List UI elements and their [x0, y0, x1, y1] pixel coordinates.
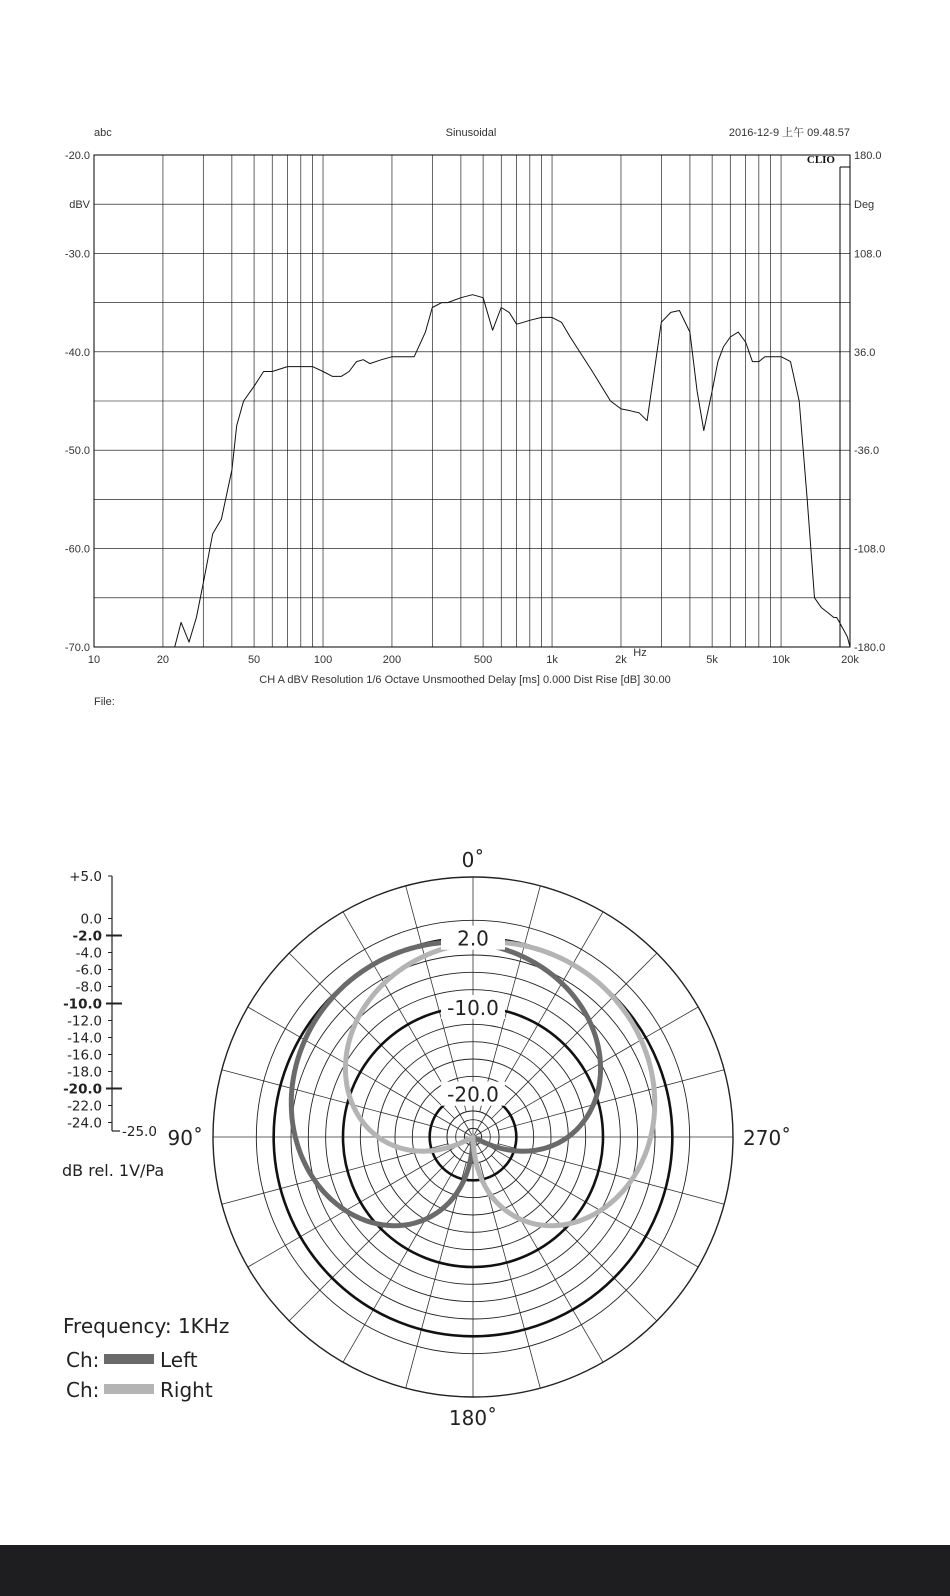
fr-x-tick-label: 10 — [87, 654, 101, 666]
fr-header-left: abc — [94, 127, 112, 139]
polar-ring-label: 2.0 — [457, 926, 489, 951]
fr-y2-tick-label: Deg — [854, 199, 875, 212]
polar-scale-label: -24.0 — [67, 1115, 102, 1132]
fr-y-tick-label: -40.0 — [64, 346, 90, 359]
polar-scale-label: -22.0 — [67, 1098, 102, 1115]
legend-left-prefix: Ch: — [66, 1348, 100, 1372]
fr-x-tick-label: 20k — [841, 654, 859, 666]
fr-series — [175, 295, 850, 647]
polar-scale-label: -18.0 — [67, 1064, 102, 1081]
legend-right — [66, 1378, 213, 1402]
frequency-response-chart — [0, 110, 950, 710]
clio-logo: CLIO — [806, 154, 835, 166]
fr-timestamp: 2016-12-9 上午 09.48.57 — [728, 127, 850, 139]
polar-scale-label: -20.0 — [63, 1081, 102, 1098]
fr-y2-tick-label: 180.0 — [854, 150, 882, 162]
polar-scale-label: +5.0 — [69, 869, 102, 885]
fr-y-tick-label: -30.0 — [64, 248, 90, 261]
fr-x-tick-label: 1k — [546, 654, 558, 666]
fr-y-tick-label: -70.0 — [64, 642, 90, 654]
legend-left-label: Left — [160, 1348, 198, 1372]
polar-angle-label: 180˚ — [448, 1406, 498, 1430]
legend-left-swatch — [104, 1354, 154, 1364]
footer-bar — [0, 1545, 950, 1596]
fr-x-tick-label: 10k — [772, 654, 790, 666]
fr-x-tick-label: 50 — [247, 654, 261, 666]
fr-series-line — [175, 295, 850, 647]
polar-scale-label: -16.0 — [67, 1047, 102, 1064]
polar-scale-label: -2.0 — [72, 928, 102, 945]
fr-y-tick-label: dBV — [69, 199, 90, 212]
frequency-label: Frequency: 1KHz — [63, 1314, 230, 1338]
polar-scale-unit: dB rel. 1V/Pa — [62, 1161, 165, 1180]
fr-file-label: File: — [94, 696, 115, 708]
fr-y2-tick-label: -180.0 — [854, 642, 886, 654]
fr-y2-tick-label: -108.0 — [854, 543, 886, 556]
polar-scale-label: -10.0 — [63, 996, 102, 1013]
fr-x-unit: Hz — [633, 647, 647, 659]
polar-scale-label: -4.0 — [75, 945, 102, 962]
fr-y-tick-label: -50.0 — [64, 445, 90, 458]
polar-ring-label: -10.0 — [447, 996, 499, 1020]
polar-angle-label: 90˚ — [167, 1126, 203, 1150]
fr-y2-tick-label: 108.0 — [854, 248, 882, 261]
legend-right-label: Right — [160, 1378, 213, 1402]
fr-y2-tick-label: 36.0 — [854, 346, 876, 359]
polar-scale-label: -14.0 — [67, 1030, 102, 1047]
legend-right-prefix: Ch: — [66, 1378, 100, 1402]
fr-x-tick-label: 5k — [706, 654, 718, 666]
fr-x-tick-label: 100 — [313, 654, 333, 666]
legend-left — [66, 1348, 198, 1372]
polar-scale-label: 0.0 — [80, 911, 102, 928]
polar-scale-label: -12.0 — [67, 1013, 102, 1030]
polar-scale-end-label: -25.0 — [122, 1124, 157, 1140]
polar-ring-label: -20.0 — [447, 1082, 499, 1107]
polar-pattern-chart — [0, 830, 950, 1430]
fr-x-tick-label: 20 — [156, 654, 170, 666]
fr-axes — [65, 150, 885, 666]
polar-scale-label: -8.0 — [75, 979, 102, 996]
fr-x-tick-label: 200 — [382, 654, 402, 666]
fr-title: Sinusoidal — [445, 127, 497, 139]
fr-y2-tick-label: -36.0 — [854, 445, 880, 458]
polar-scale-label: -6.0 — [75, 962, 102, 979]
fr-x-tick-label: 2k — [615, 654, 627, 666]
polar-angle-label: 0˚ — [461, 848, 485, 872]
legend-right-swatch — [104, 1384, 154, 1394]
fr-y-tick-label: -60.0 — [64, 543, 90, 556]
fr-grid — [94, 155, 850, 647]
fr-x-tick-label: 500 — [473, 654, 493, 666]
polar-scale — [63, 869, 157, 1140]
polar-angle-label: 270˚ — [743, 1126, 792, 1150]
fr-footer: CH A dBV Resolution 1/6 Octave Unsmoothed Delay [ms] 0.000 Dist Rise [dB] 30.00 — [259, 674, 671, 686]
fr-y-tick-label: -20.0 — [64, 150, 90, 162]
